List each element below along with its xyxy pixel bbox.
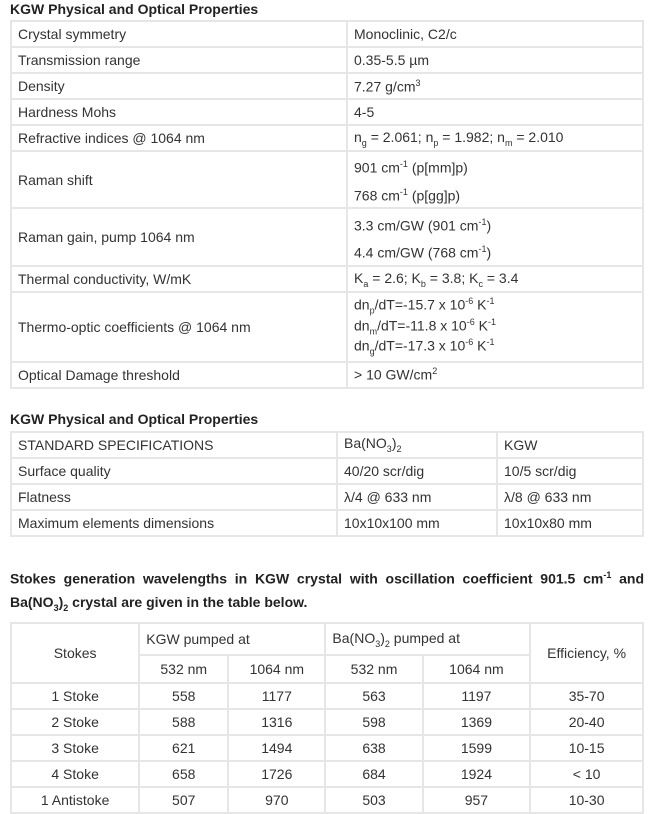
row-label: Hardness Mohs (11, 99, 347, 125)
cell: 1369 (423, 709, 531, 735)
table-row (11, 683, 643, 709)
cell: 1726 (228, 761, 325, 787)
cell: 1599 (423, 735, 531, 761)
table-header-row (11, 623, 643, 655)
table-row (11, 99, 643, 125)
row-value: 4-5 (347, 99, 643, 125)
cell: Flatness (11, 484, 337, 510)
cell: 1177 (228, 683, 325, 709)
specifications-table (10, 431, 644, 537)
cell: 3 Stoke (11, 735, 139, 761)
row-label: Density (11, 73, 347, 99)
row-value: $dn_p/dT=-15.7$ x $10^{-6}$ $K^{-1}$ $dn_m/dT=-11.8$ x $10^{-6}$ $K^{-1}$ $dn_g/dT=-17.3$ x $10^{-6}$ $K^{-1}$ (347, 292, 643, 361)
cell: 2 Stoke (11, 709, 139, 735)
cell: 10-30 (530, 787, 643, 813)
row-value: Monoclinic, C2/c (347, 21, 643, 47)
row-label: Raman shift (11, 151, 347, 208)
cell: 20-40 (530, 709, 643, 735)
cell: 598 (325, 709, 422, 735)
header-cell: STANDARD SPECIFICATIONS (11, 432, 337, 458)
cell: 503 (325, 787, 422, 813)
row-value: 7.27 $g/cm^3$ (347, 73, 643, 99)
row-label: Crystal symmetry (11, 21, 347, 47)
table-row (11, 787, 643, 813)
cell: 507 (139, 787, 228, 813)
cell: 1924 (423, 761, 531, 787)
cell: 563 (325, 683, 422, 709)
header-cell: $Ba(NO_3)_2$ (337, 432, 497, 458)
header-cell: KGW pumped at (139, 623, 325, 655)
cell: 1197 (423, 683, 531, 709)
cell: 1316 (228, 709, 325, 735)
cell: 10/5 scr/dig (497, 458, 643, 484)
header-cell: Efficiency, % (530, 623, 643, 683)
header-cell: 1064 nm (423, 655, 531, 683)
cell: 638 (325, 735, 422, 761)
row-label: Transmission range (11, 47, 347, 73)
header-cell: 1064 nm (228, 655, 325, 683)
cell: 684 (325, 761, 422, 787)
header-cell: 532 nm (139, 655, 228, 683)
table-row (11, 151, 643, 208)
cell: Surface quality (11, 458, 337, 484)
cell: 1494 (228, 735, 325, 761)
row-value: 3.3 cm/GW (901 $cm^{-1}$) 4.4 cm/GW (768 $cm^{-1}$) (347, 208, 643, 266)
cell: < 10 (530, 761, 643, 787)
cell: 621 (139, 735, 228, 761)
cell: Maximum elements dimensions (11, 510, 337, 536)
cell: λ/4 @ 633 nm (337, 484, 497, 510)
stokes-table (10, 622, 644, 814)
cell: 957 (423, 787, 531, 813)
table-header-row (11, 432, 643, 458)
row-label: Refractive indices @ 1064 nm (11, 125, 347, 151)
row-value: $K_a = 2.6$; $K_b = 3.8$; $K_c = 3.4$ (347, 266, 643, 292)
row-value: 901 $cm^{-1}$ (p[mm]p) 768 $cm^{-1}$ (p[gg]p) (347, 151, 643, 208)
stokes-intro: Stokes generation wavelengths in KGW crystal with oscillation coefficient 901.5 $cm^{-1}$ and $Ba(NO_3)_2$ crystal are given in the table below. (10, 569, 645, 614)
cell: 1 Stoke (11, 683, 139, 709)
row-value: > 10 $GW/cm^2$ (347, 362, 643, 388)
table-row (11, 125, 643, 151)
kgw-properties-table (10, 20, 644, 389)
cell: λ/8 @ 633 nm (497, 484, 643, 510)
table-row (11, 47, 643, 73)
cell: 970 (228, 787, 325, 813)
header-cell: 532 nm (325, 655, 422, 683)
cell: 558 (139, 683, 228, 709)
table-row (11, 208, 643, 266)
table-row (11, 458, 643, 484)
table-row (11, 266, 643, 292)
cell: 10x10x100 mm (337, 510, 497, 536)
table-row (11, 709, 643, 735)
table1-title: KGW Physical and Optical Properties (10, 1, 259, 17)
table2-title: KGW Physical and Optical Properties (10, 410, 259, 427)
table-row (11, 761, 643, 787)
cell: 40/20 scr/dig (337, 458, 497, 484)
table-row (11, 362, 643, 388)
row-label: Thermo-optic coefficients @ 1064 nm (11, 292, 347, 361)
cell: 4 Stoke (11, 761, 139, 787)
table-row (11, 73, 643, 99)
header-cell: KGW (497, 432, 643, 458)
cell: 1 Antistoke (11, 787, 139, 813)
table-row (11, 735, 643, 761)
table-row (11, 21, 643, 47)
header-cell: Stokes (11, 623, 139, 683)
cell: 588 (139, 709, 228, 735)
cell: 10x10x80 mm (497, 510, 643, 536)
cell: 35-70 (530, 683, 643, 709)
cell: 658 (139, 761, 228, 787)
table-row (11, 484, 643, 510)
row-label: Optical Damage threshold (11, 362, 347, 388)
row-value: $n_g = 2.061$; $n_p = 1.982$; $n_m = 2.010$ (347, 125, 643, 151)
cell: 10-15 (530, 735, 643, 761)
table-row (11, 292, 643, 361)
table-row (11, 510, 643, 536)
header-cell: $Ba(NO_3)_2$ pumped at (325, 623, 530, 655)
row-value: 0.35-5.5 µm (347, 47, 643, 73)
row-label: Thermal conductivity, W/mK (11, 266, 347, 292)
row-label: Raman gain, pump 1064 nm (11, 208, 347, 266)
